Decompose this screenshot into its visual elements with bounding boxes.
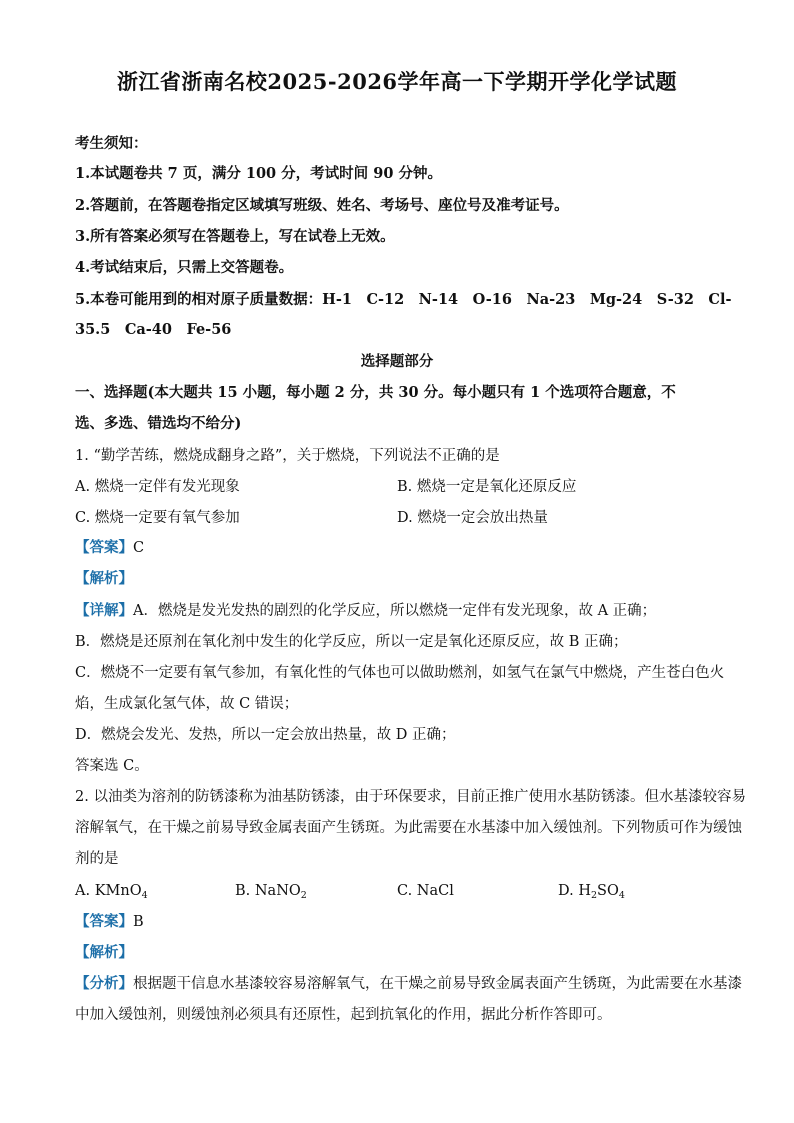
- q2-option-b: B. NaNO$_2$: [235, 883, 307, 901]
- q1-analysis-line: [75, 569, 133, 589]
- question-1-stem: 1. “勤学苦练，燃烧成翻身之路”，关于燃烧，下列说法不正确的是: [75, 448, 500, 464]
- answer-tag: 【答案】: [75, 539, 133, 556]
- q2-fenxi-line: [75, 974, 742, 994]
- q2-fenxi-text: 根据题干信息水基漆较容易溶解氧气，在干燥之前易导致金属表面产生锈斑，为此需要在水基漆: [133, 976, 742, 992]
- fenxi-tag: 【分析】: [75, 975, 133, 992]
- q2-option-c: C. NaCl: [397, 883, 454, 899]
- q1-answer-line: [75, 538, 144, 558]
- q1-detail-text: 答案选 C。: [75, 758, 149, 774]
- q1-option-a: A. 燃烧一定伴有发光现象: [75, 479, 240, 495]
- analysis-tag: 【解析】: [75, 570, 133, 587]
- notice-item: 35.5 Ca-40 Fe-56: [75, 321, 232, 338]
- answer-tag: 【答案】: [75, 913, 133, 930]
- q2-answer: B: [133, 914, 144, 930]
- q1-detail-text: D．燃烧会发光、发热，所以一定会放出热量，故 D 正确；: [75, 727, 456, 743]
- question-2-stem: 2. 以油类为溶剂的防锈漆称为油基防锈漆，由于环保要求，目前正推广使用水基防锈漆。但水基漆较容易: [75, 789, 746, 805]
- q1-option-b: B. 燃烧一定是氧化还原反应: [397, 479, 577, 495]
- section-instruction: 一、选择题(本大题共 15 小题，每小题 2 分，共 30 分。每小题只有 1 个选项符合题意，不: [75, 384, 676, 401]
- notice-heading: 考生须知：: [75, 135, 148, 152]
- notice-item: 2.答题前，在答题卷指定区域填写班级、姓名、考场号、座位号及准考证号。: [75, 197, 569, 214]
- q1-detail-line: [75, 601, 656, 621]
- q1-option-d: D. 燃烧一定会放出热量: [397, 510, 548, 526]
- q1-detail-text: C．燃烧不一定要有氧气参加，有氧化性的气体也可以做助燃剂，如氢气在氯气中燃烧，产生苍白色火: [75, 665, 725, 681]
- q1-detail-text: 焰，生成氯化氢气体，故 C 错误；: [75, 696, 299, 712]
- notice-item: 5.本卷可能用到的相对原子质量数据：H-1 C-12 N-14 O-16 Na-23 Mg-24 S-32 Cl-: [75, 291, 732, 308]
- q2-option-d: D. $H_2SO_4$: [558, 883, 625, 901]
- section-instruction: 选、多选、错选均不给分): [75, 415, 242, 432]
- q2-option-a: A. KMnO$_4$: [75, 883, 148, 901]
- question-2-stem: 溶解氧气，在干燥之前易导致金属表面产生锈斑。为此需要在水基漆中加入缓蚀剂。下列物质可作为缓蚀: [75, 820, 742, 836]
- section-title: 选择题部分: [360, 353, 434, 370]
- q2-answer-line: [75, 912, 144, 932]
- q2-fenxi-text: 中加入缓蚀剂，则缓蚀剂必须具有还原性，起到抗氧化的作用，据此分析作答即可。: [75, 1007, 612, 1023]
- page-title: 浙江省浙南名校2025-2026学年高一下学期开学化学试题: [116, 69, 678, 94]
- notice-item: 4.考试结束后，只需上交答题卷。: [75, 259, 294, 276]
- question-2-stem: 剂的是: [75, 851, 119, 867]
- q1-detail-text: A．燃烧是发光发热的剧烈的化学反应，所以燃烧一定伴有发光现象，故 A 正确；: [133, 603, 657, 619]
- q2-analysis-line: [75, 943, 133, 963]
- q1-option-c: C. 燃烧一定要有氧气参加: [75, 510, 240, 526]
- q1-detail-text: B．燃烧是还原剂在氧化剂中发生的化学反应，所以一定是氧化还原反应，故 B 正确；: [75, 634, 628, 650]
- analysis-tag: 【解析】: [75, 944, 133, 961]
- notice-item: 3.所有答案必须写在答题卷上，写在试卷上无效。: [75, 228, 395, 245]
- notice-item: 1.本试题卷共 7 页，满分 100 分，考试时间 90 分钟。: [75, 165, 442, 182]
- detail-tag: 【详解】: [75, 602, 133, 619]
- q1-answer: C: [133, 540, 145, 556]
